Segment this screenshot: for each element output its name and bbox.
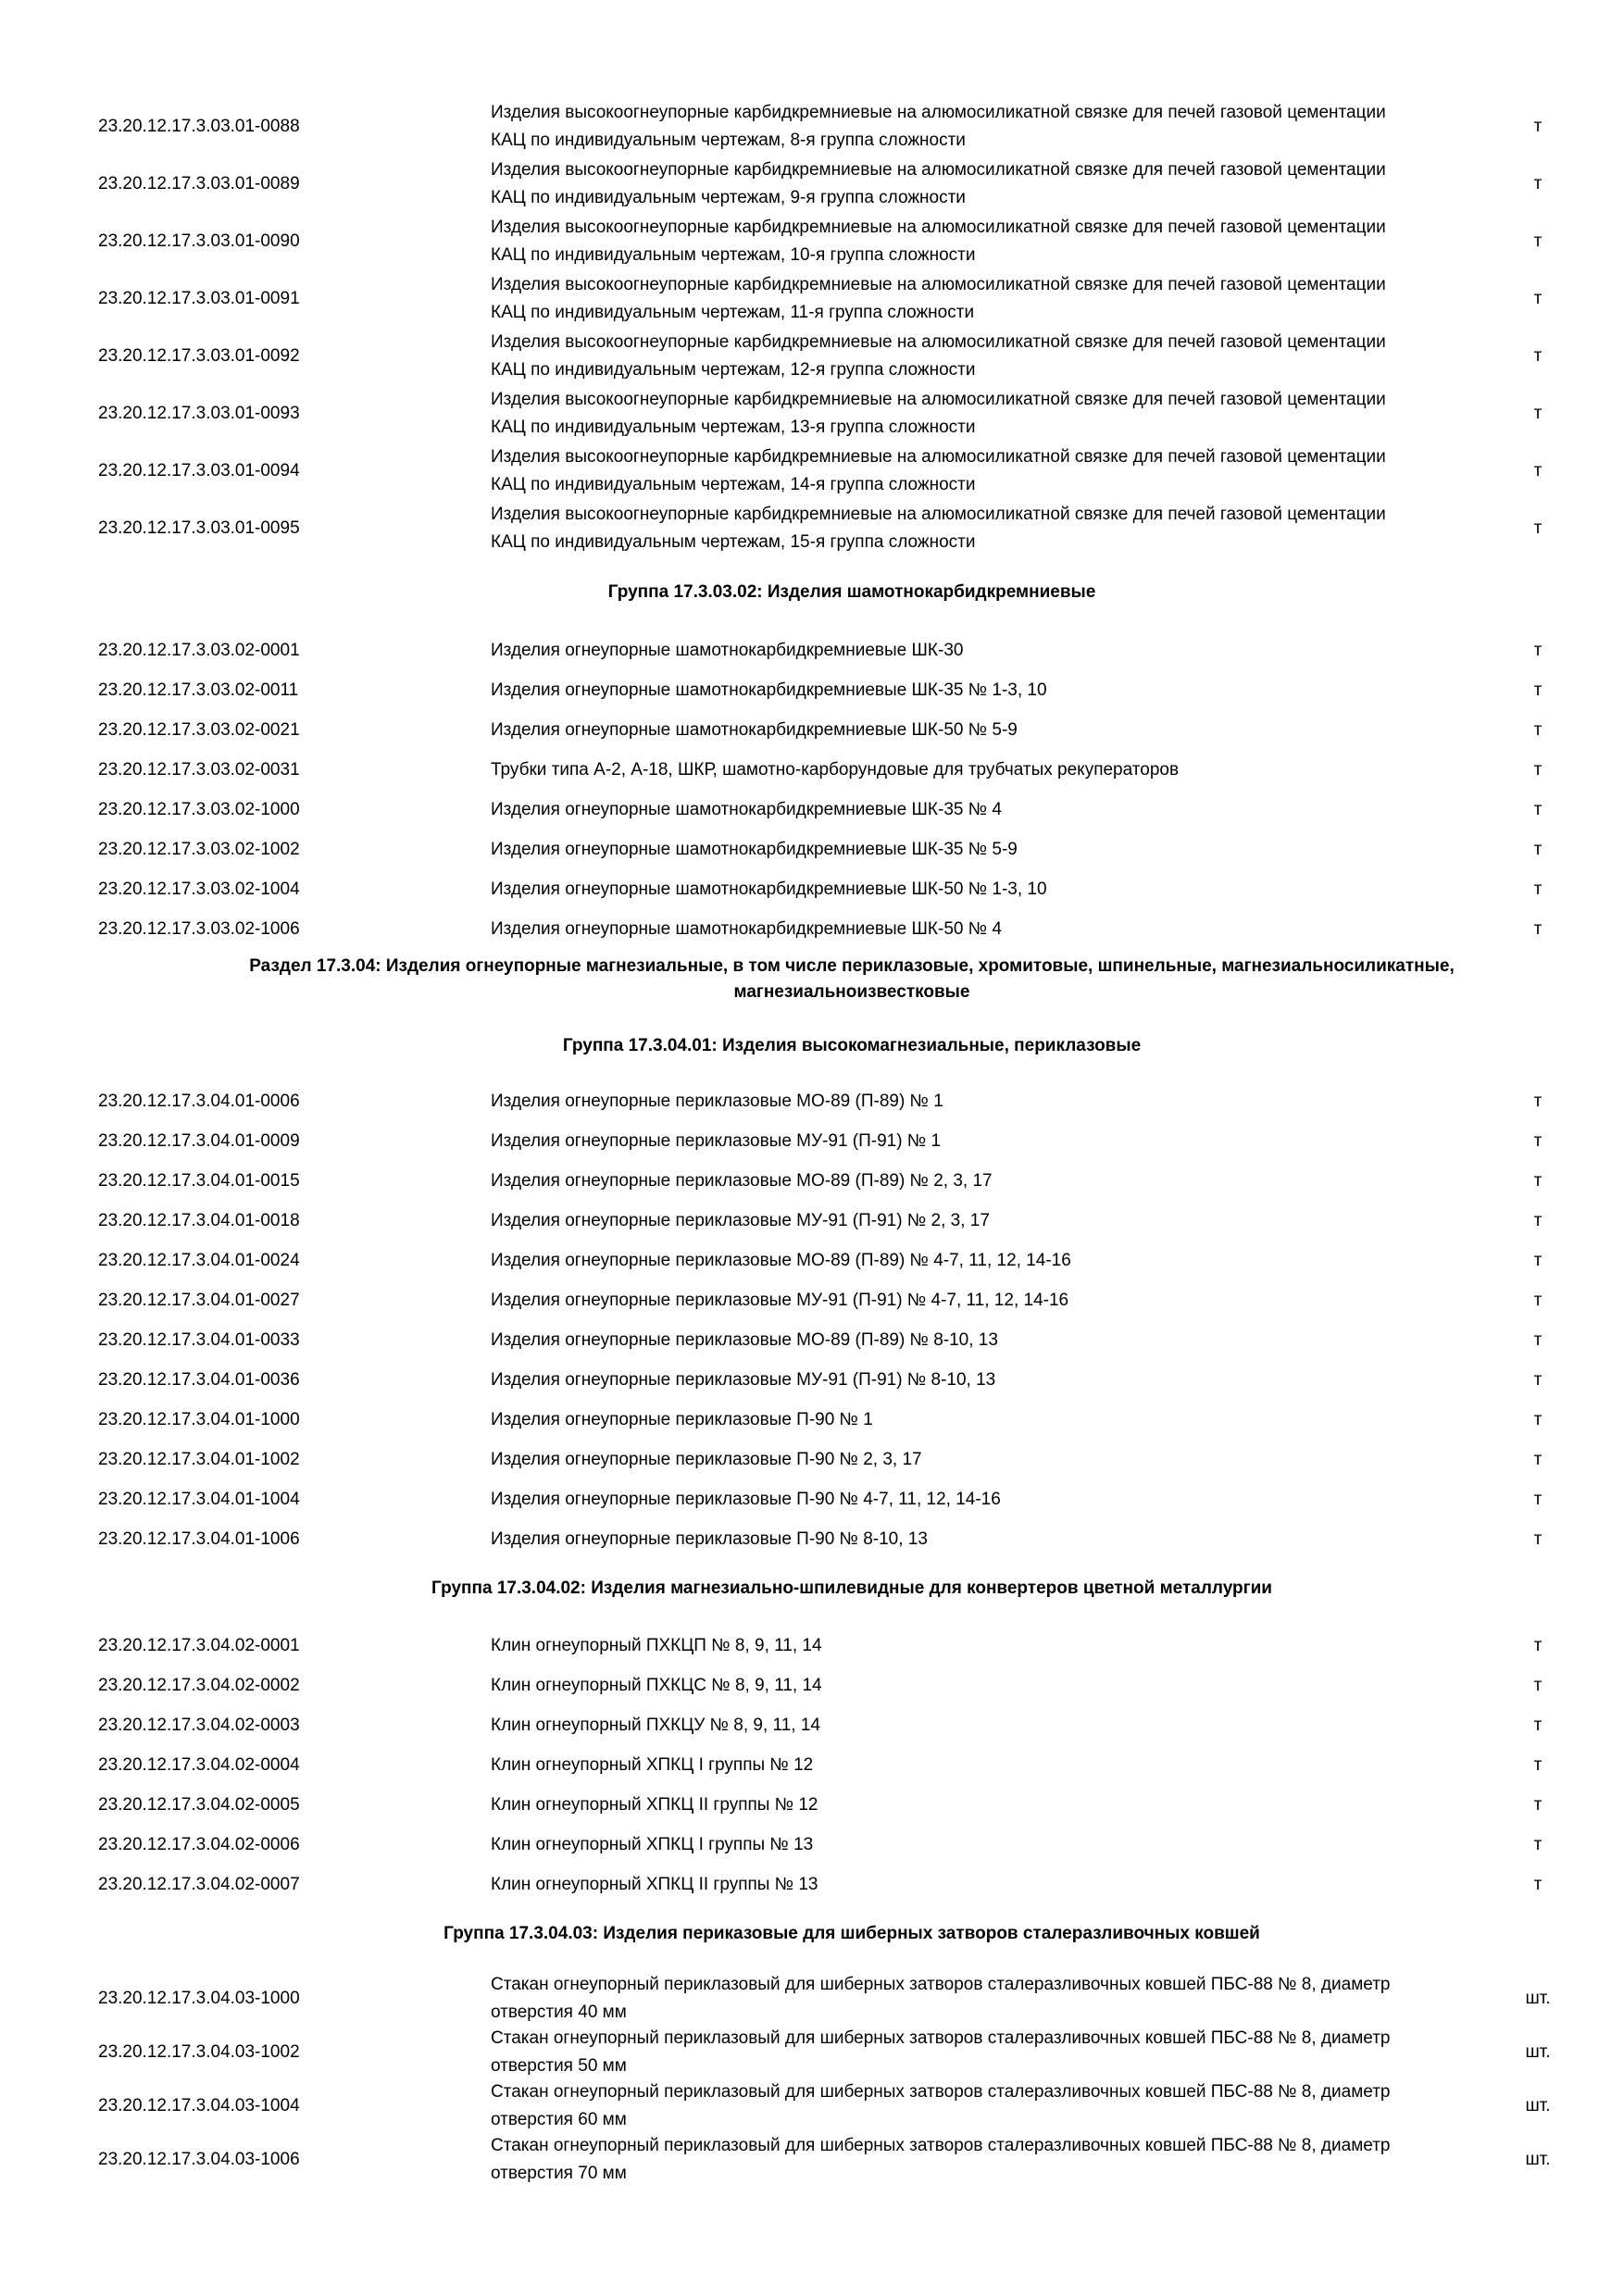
table-row bbox=[0, 1163, 1624, 1200]
table-row bbox=[0, 1972, 1624, 2026]
row-unit: т bbox=[1533, 1211, 1543, 1230]
row-code: 23.20.12.17.3.04.01-0009 bbox=[98, 1131, 300, 1151]
row-name: Изделия огнеупорные шамотнокарбидкремниевые ШК-50 № 4 bbox=[491, 919, 1002, 939]
row-name: Изделия огнеупорные периклазовые П-90 № 8-10, 13 bbox=[491, 1529, 928, 1549]
row-unit: т bbox=[1533, 1450, 1543, 1469]
row-unit: шт. bbox=[1525, 2096, 1551, 2115]
row-unit: т bbox=[1533, 1092, 1543, 1111]
row-name: Изделия высокоогнеупорные карбидкремниевые на алюмосиликатной связке для печей газовой цементации КАЦ по индивидуальным чертежам, 12-я группа сложности bbox=[491, 332, 1386, 380]
row-unit: т bbox=[1533, 1529, 1543, 1549]
table-row bbox=[0, 1521, 1624, 1558]
row-name: Изделия огнеупорные шамотнокарбидкремниевые ШК-35 № 4 bbox=[491, 800, 1002, 819]
row-unit: т bbox=[1533, 117, 1543, 136]
table-row bbox=[0, 712, 1624, 749]
row-unit: т bbox=[1533, 1676, 1543, 1695]
table-row bbox=[0, 911, 1624, 948]
table-row bbox=[0, 1866, 1624, 1903]
row-code: 23.20.12.17.3.03.02-0021 bbox=[98, 720, 300, 740]
row-name: Изделия огнеупорные периклазовые МО-89 (П-89) № 8-10, 13 bbox=[491, 1330, 998, 1350]
row-name: Изделия огнеупорные периклазовые П-90 № 2, 3, 17 bbox=[491, 1450, 922, 1469]
row-name: Изделия огнеупорные периклазовые П-90 № 1 bbox=[491, 1410, 873, 1429]
row-code: 23.20.12.17.3.03.01-0089 bbox=[98, 174, 300, 193]
table-row bbox=[0, 672, 1624, 709]
group-heading: Группа 17.3.04.03: Изделия периказовые для шиберных затворов сталеразливочных ковшей bbox=[443, 1924, 1260, 1943]
section-heading: Раздел 17.3.04: Изделия огнеупорные магнезиальные, в том числе периклазовые, хромитовые, шпинельные, магнезиальносиликатные, магнезиальноизвестковые bbox=[249, 956, 1455, 1002]
row-name: Изделия огнеупорные шамотнокарбидкремниевые ШК-35 № 5-9 bbox=[491, 840, 1018, 859]
row-name: Клин огнеупорный ПХКЦС № 8, 9, 11, 14 bbox=[491, 1676, 822, 1695]
row-code: 23.20.12.17.3.03.01-0095 bbox=[98, 518, 300, 538]
row-unit: т bbox=[1533, 840, 1543, 859]
row-code: 23.20.12.17.3.04.03-1004 bbox=[98, 2096, 300, 2115]
row-name: Изделия огнеупорные периклазовые МУ-91 (П-91) № 1 bbox=[491, 1131, 942, 1151]
group-heading: Группа 17.3.04.02: Изделия магнезиально-шпилевидные для конвертеров цветной металлургии bbox=[431, 1578, 1272, 1598]
row-name: Клин огнеупорный ХПКЦ I группы № 12 bbox=[491, 1755, 814, 1775]
row-unit: т bbox=[1533, 1795, 1543, 1815]
table-row bbox=[0, 1481, 1624, 1518]
row-name: Изделия огнеупорные периклазовые МУ-91 (П-91) № 2, 3, 17 bbox=[491, 1211, 990, 1230]
row-name: Изделия высокоогнеупорные карбидкремниевые на алюмосиликатной связке для печей газовой цементации КАЦ по индивидуальным чертежам, 9-я группа сложности bbox=[491, 160, 1386, 207]
table-row bbox=[0, 752, 1624, 789]
row-code: 23.20.12.17.3.04.01-1004 bbox=[98, 1490, 300, 1509]
row-code: 23.20.12.17.3.03.01-0090 bbox=[98, 231, 300, 251]
row-unit: т bbox=[1533, 404, 1543, 423]
row-unit: т bbox=[1533, 1410, 1543, 1429]
row-code: 23.20.12.17.3.03.02-1006 bbox=[98, 919, 300, 939]
row-name: Изделия огнеупорные шамотнокарбидкремниевые ШК-35 № 1-3, 10 bbox=[491, 680, 1047, 700]
row-unit: т bbox=[1533, 231, 1543, 251]
group-heading: Группа 17.3.04.01: Изделия высокомагнезиальные, периклазовые bbox=[562, 1036, 1142, 1055]
table-row bbox=[0, 1787, 1624, 1824]
row-name: Трубки типа А-2, А-18, ШКР, шамотно-карборундовые для трубчатых рекуператоров bbox=[491, 760, 1180, 780]
table-row bbox=[0, 871, 1624, 908]
group-heading: Группа 17.3.03.02: Изделия шамотнокарбидкремниевые bbox=[607, 582, 1096, 602]
table-row bbox=[0, 831, 1624, 868]
row-unit: т bbox=[1533, 461, 1543, 480]
row-unit: т bbox=[1533, 1131, 1543, 1151]
row-unit: т bbox=[1533, 518, 1543, 538]
row-unit: т bbox=[1533, 760, 1543, 780]
row-code: 23.20.12.17.3.04.01-0006 bbox=[98, 1092, 300, 1111]
table-row bbox=[0, 1747, 1624, 1784]
row-name: Клин огнеупорный ХПКЦ II группы № 13 bbox=[491, 1875, 818, 1894]
table-row bbox=[0, 213, 1624, 270]
row-unit: т bbox=[1533, 1291, 1543, 1310]
row-name: Клин огнеупорный ПХКЦП № 8, 9, 11, 14 bbox=[491, 1636, 822, 1655]
row-code: 23.20.12.17.3.04.02-0006 bbox=[98, 1835, 300, 1854]
row-unit: т bbox=[1533, 1716, 1543, 1735]
table-row bbox=[0, 2079, 1624, 2133]
row-code: 23.20.12.17.3.04.02-0005 bbox=[98, 1795, 300, 1815]
row-unit: т bbox=[1533, 1370, 1543, 1390]
row-name: Стакан огнеупорный периклазовый для шиберных затворов сталеразливочных ковшей ПБС-88 № 8, диаметр отверстия 70 мм bbox=[491, 2136, 1391, 2183]
table-row bbox=[0, 1362, 1624, 1399]
row-unit: т bbox=[1533, 174, 1543, 193]
row-code: 23.20.12.17.3.04.02-0001 bbox=[98, 1636, 300, 1655]
row-unit: т bbox=[1533, 289, 1543, 308]
row-code: 23.20.12.17.3.03.02-0031 bbox=[98, 760, 300, 780]
row-code: 23.20.12.17.3.03.02-1000 bbox=[98, 800, 300, 819]
row-name: Изделия высокоогнеупорные карбидкремниевые на алюмосиликатной связке для печей газовой цементации КАЦ по индивидуальным чертежам, 14-я группа сложности bbox=[491, 447, 1386, 494]
row-name: Изделия огнеупорные шамотнокарбидкремниевые ШК-50 № 5-9 bbox=[491, 720, 1018, 740]
row-code: 23.20.12.17.3.03.01-0093 bbox=[98, 404, 300, 423]
row-code: 23.20.12.17.3.03.01-0091 bbox=[98, 289, 300, 308]
row-unit: т bbox=[1533, 1251, 1543, 1270]
row-unit: т bbox=[1533, 1490, 1543, 1509]
row-unit: т bbox=[1533, 919, 1543, 939]
row-unit: т bbox=[1533, 680, 1543, 700]
table-row bbox=[0, 632, 1624, 669]
row-name: Изделия высокоогнеупорные карбидкремниевые на алюмосиликатной связке для печей газовой цементации КАЦ по индивидуальным чертежам, 11-я группа сложности bbox=[491, 275, 1386, 322]
table-row bbox=[0, 2133, 1624, 2187]
table-row bbox=[0, 500, 1624, 557]
row-code: 23.20.12.17.3.04.01-0015 bbox=[98, 1171, 300, 1191]
row-name: Стакан огнеупорный периклазовый для шиберных затворов сталеразливочных ковшей ПБС-88 № 8, диаметр отверстия 40 мм bbox=[491, 1975, 1391, 2022]
table-row bbox=[0, 1282, 1624, 1319]
row-code: 23.20.12.17.3.04.01-1000 bbox=[98, 1410, 300, 1429]
row-name: Изделия высокоогнеупорные карбидкремниевые на алюмосиликатной связке для печей газовой цементации КАЦ по индивидуальным чертежам, 10-я группа сложности bbox=[491, 218, 1386, 265]
row-code: 23.20.12.17.3.03.02-1004 bbox=[98, 880, 300, 899]
row-unit: т bbox=[1533, 720, 1543, 740]
table-row bbox=[0, 328, 1624, 385]
row-unit: т bbox=[1533, 641, 1543, 660]
row-name: Стакан огнеупорный периклазовый для шиберных затворов сталеразливочных ковшей ПБС-88 № 8, диаметр отверстия 60 мм bbox=[491, 2082, 1391, 2129]
row-code: 23.20.12.17.3.04.03-1000 bbox=[98, 1989, 300, 2008]
table-row bbox=[0, 156, 1624, 213]
row-code: 23.20.12.17.3.04.01-1002 bbox=[98, 1450, 300, 1469]
row-code: 23.20.12.17.3.04.02-0004 bbox=[98, 1755, 300, 1775]
row-name: Изделия огнеупорные периклазовые П-90 № 4-7, 11, 12, 14-16 bbox=[491, 1490, 1001, 1509]
table-row bbox=[0, 98, 1624, 156]
row-name: Изделия высокоогнеупорные карбидкремниевые на алюмосиликатной связке для печей газовой цементации КАЦ по индивидуальным чертежам, 13-я группа сложности bbox=[491, 390, 1386, 437]
table-row bbox=[0, 1827, 1624, 1864]
table-row bbox=[0, 1707, 1624, 1744]
row-unit: шт. bbox=[1525, 1989, 1551, 2008]
row-unit: т bbox=[1533, 880, 1543, 899]
row-name: Клин огнеупорный ХПКЦ I группы № 13 bbox=[491, 1835, 814, 1854]
table-row bbox=[0, 792, 1624, 829]
row-code: 23.20.12.17.3.04.01-0033 bbox=[98, 1330, 300, 1350]
row-name: Изделия огнеупорные шамотнокарбидкремниевые ШК-50 № 1-3, 10 bbox=[491, 880, 1047, 899]
row-code: 23.20.12.17.3.03.01-0092 bbox=[98, 346, 300, 366]
row-name: Изделия огнеупорные периклазовые МО-89 (П-89) № 2, 3, 17 bbox=[491, 1171, 993, 1191]
row-name: Изделия огнеупорные периклазовые МО-89 (П-89) № 1 bbox=[491, 1092, 943, 1111]
row-code: 23.20.12.17.3.03.01-0094 bbox=[98, 461, 300, 480]
row-code: 23.20.12.17.3.04.01-0027 bbox=[98, 1291, 300, 1310]
row-code: 23.20.12.17.3.04.01-0018 bbox=[98, 1211, 300, 1230]
row-code: 23.20.12.17.3.04.01-1006 bbox=[98, 1529, 300, 1549]
row-unit: т bbox=[1533, 1875, 1543, 1894]
table-row bbox=[0, 1322, 1624, 1359]
table-row bbox=[0, 1242, 1624, 1279]
row-name: Изделия огнеупорные периклазовые МУ-91 (П-91) № 4-7, 11, 12, 14-16 bbox=[491, 1291, 1069, 1310]
table-row bbox=[0, 2026, 1624, 2079]
row-code: 23.20.12.17.3.03.02-0001 bbox=[98, 641, 300, 660]
row-name: Стакан огнеупорный периклазовый для шиберных затворов сталеразливочных ковшей ПБС-88 № 8, диаметр отверстия 50 мм bbox=[491, 2028, 1391, 2076]
row-unit: т bbox=[1533, 346, 1543, 366]
row-name: Изделия высокоогнеупорные карбидкремниевые на алюмосиликатной связке для печей газовой цементации КАЦ по индивидуальным чертежам, 15-я группа сложности bbox=[491, 505, 1386, 552]
row-name: Изделия огнеупорные периклазовые МУ-91 (П-91) № 8-10, 13 bbox=[491, 1370, 996, 1390]
row-code: 23.20.12.17.3.04.02-0007 bbox=[98, 1875, 300, 1894]
table-row bbox=[0, 1402, 1624, 1439]
table-row bbox=[0, 1083, 1624, 1120]
row-code: 23.20.12.17.3.04.03-1006 bbox=[98, 2150, 300, 2169]
row-code: 23.20.12.17.3.04.02-0003 bbox=[98, 1716, 300, 1735]
row-code: 23.20.12.17.3.03.01-0088 bbox=[98, 117, 300, 136]
row-unit: шт. bbox=[1525, 2042, 1551, 2062]
row-code: 23.20.12.17.3.04.02-0002 bbox=[98, 1676, 300, 1695]
row-unit: т bbox=[1533, 1171, 1543, 1191]
table-row bbox=[0, 443, 1624, 500]
row-name: Клин огнеупорный ПХКЦУ № 8, 9, 11, 14 bbox=[491, 1716, 820, 1735]
row-code: 23.20.12.17.3.03.02-0011 bbox=[98, 680, 299, 700]
row-name: Изделия огнеупорные шамотнокарбидкремниевые ШК-30 bbox=[491, 641, 964, 660]
row-code: 23.20.12.17.3.04.01-0036 bbox=[98, 1370, 300, 1390]
row-name: Изделия огнеупорные периклазовые МО-89 (П-89) № 4-7, 11, 12, 14-16 bbox=[491, 1251, 1071, 1270]
table-row bbox=[0, 1667, 1624, 1704]
table-row bbox=[0, 1203, 1624, 1240]
row-unit: т bbox=[1533, 1636, 1543, 1655]
row-name: Клин огнеупорный ХПКЦ II группы № 12 bbox=[491, 1795, 818, 1815]
row-name: Изделия высокоогнеупорные карбидкремниевые на алюмосиликатной связке для печей газовой цементации КАЦ по индивидуальным чертежам, 8-я группа сложности bbox=[491, 103, 1386, 150]
row-code: 23.20.12.17.3.03.02-1002 bbox=[98, 840, 300, 859]
row-unit: т bbox=[1533, 1330, 1543, 1350]
row-code: 23.20.12.17.3.04.01-0024 bbox=[98, 1251, 300, 1270]
row-unit: т bbox=[1533, 1835, 1543, 1854]
row-unit: т bbox=[1533, 800, 1543, 819]
table-row bbox=[0, 1628, 1624, 1665]
row-unit: т bbox=[1533, 1755, 1543, 1775]
table-row bbox=[0, 1123, 1624, 1160]
table-row bbox=[0, 385, 1624, 443]
table-row bbox=[0, 270, 1624, 328]
row-unit: шт. bbox=[1525, 2150, 1551, 2169]
row-code: 23.20.12.17.3.04.03-1002 bbox=[98, 2042, 300, 2062]
table-row bbox=[0, 1441, 1624, 1479]
